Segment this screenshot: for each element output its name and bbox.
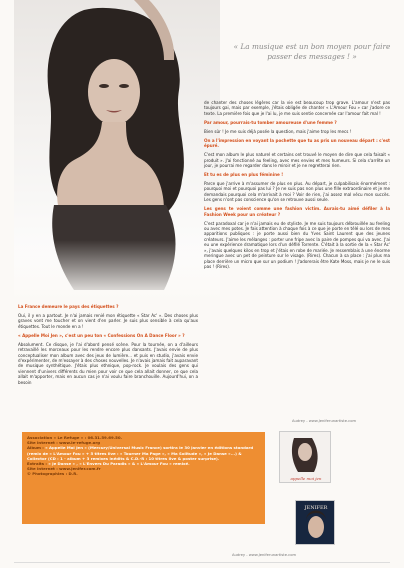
photo-credit: Audrey - www.Jeniferunartiste.com (292, 419, 357, 423)
answer-paragraph: Parce que j'arrive à m'assumer de plus en plus. Au départ, je culpabilisais énormément : pourquoi moi et pourquoi pas lui ? Je ne suis pas non plus une fille extraordinaire et je me demandais pourquoi cela m'arrivait à moi ? Voir de rien, j'ai assez mal vécu mon succès. Les gens n'ont pas conscience qu'on se retrouve aussi seule. (204, 181, 390, 203)
question-heading: La France demeure le pays des étiquettes ? (18, 304, 119, 309)
album-cover-appelle-moi-jen (279, 431, 331, 483)
album-label: Album : (27, 445, 44, 451)
pull-quote: « La musique est un bon moyen pour faire passer des messages ! » (233, 42, 391, 61)
artist-photo-illustration (14, 0, 220, 300)
album-cover-art (296, 501, 335, 545)
right-column (204, 100, 390, 273)
footer-divider (14, 562, 390, 563)
album-cover-art (280, 432, 331, 483)
left-column (18, 304, 198, 389)
association-website-link[interactable]: Site Internet : www.le-refuge.org (27, 440, 101, 446)
info-box (22, 432, 265, 524)
answer-paragraph: de chanter des choses légères car la vie est beaucoup trop grave. L'amour n'est pas toujours gai, mais par exemple, j'étais obligée de chanter « L'Amour Fou » car j'adore ce texte. La première fois que je l'ai lu, je me suis sentie concernée car l'amour fait mal ! (204, 100, 390, 116)
answer-paragraph: Bien sûr ! Je me suis déjà posée la question, mais j'aime trop les mecs ! (204, 128, 352, 134)
question-heading: « Appelle Moi Jen », c'est un peu ton « Confessions On A Dance Floor » ? (18, 332, 185, 338)
answer-paragraph: C'est mon album le plus naturel et certains ont trouvé le moyen de dire que cela faisait « produit ». J'ai fonctionné au feeling, avec mes envies et mes humeurs. Si cela s'arrête un jour, je pourrai me regarder dans le miroir et je ne regretterai rien. (204, 152, 390, 169)
artist-photo (14, 0, 220, 300)
album-description: « Appelle Moi Jen » (Mercury/Universal Music France) sortira le 30 janvier en éditions standard (remix de « L'Amour Fou » + 5 titres live : « Tourner Ma Page », « Ma Solitude », « Je Danse »...) & Collector (CD : 1 - album + 3 remixes inédits & C.D.-R : 10 titres live & poster surprise). (27, 445, 254, 461)
answer-paragraph: C'est paradoxal car je n'ai jamais eu de styliste. Je me suis toujours débrouillée au feeling ou avec mes potes. Je fais attention à chaque fois à ce que je porte en télé ou lors de mes apparitions publiques : je porte aussi bien du Yves Saint Laurent que des jeunes créateurs. J'aime les mélanges : porter une fripe avec la paire de pompes qui va avec. J'ai eu une expérience dramatique lors d'un défilé Torrente. C'était à la sortie de la « Star Ac' », j'avais quelques kilos en trop et j'étais en robe de mariée. Je ressemblais à une énorme meringue avec un pet de peinture sur le visage. (Rires). Chacun à sa place : j'ai plus ma place derrière un micro que sur un podium ! J'adorerais être Kate Moss, mais je ne le suis pas ! (Rires). (204, 220, 390, 269)
question-heading: On a l'impression en voyant la pochette que tu as pris un nouveau départ : c'est épuré. (204, 137, 390, 149)
question-heading: Par amour, pourrais-tu tomber amoureuse d'une femme ? (204, 119, 337, 125)
association-phone: Association « Le Refuge » : 06.31.59.69.50. (27, 435, 123, 440)
album-cover-title: appelle moi jen (290, 476, 322, 481)
question-heading: Et tu es de plus en plus féminine ! (204, 172, 284, 178)
answer-paragraph: Oui, il y en a partout. Je n'ai jamais renié mon étiquette « Star Ac' ». Des choses plus graves vont me toucher et on vient d'en parler. Je suis plus sensible à cela qu'aux étiquettes. Tout le monde en a ! (18, 313, 198, 329)
photo-credits: © Photographies : D.R. (27, 471, 78, 477)
question-heading: Les gens te voient comme une fashion victim. Aurais-tu aimé défiler à la Fashion Week pour un créateur ? (204, 206, 390, 217)
artist-website-link[interactable]: Site Internet : www.jenifer.com.fr (27, 466, 101, 472)
photo-credit: Audrey - www.Jeniferunartiste.com (232, 553, 297, 557)
extracts-label: Extraits : (27, 461, 47, 467)
answer-paragraph: Absolument. Ce disque, je l'ai d'abord pensé scène. Pour la tournée, on a d'ailleurs retravaillé les morceaux pour les rendre encore plus dansants. J'avais envie de plus conceptualiser mon album avec des jeux de lumière... et puis en studio, j'avais envie d'expérimenter, de m'essayer à des choses nouvelles. Je n'avais jamais fait auparavant de musique synthétique. J'étais plus ethnique, pop-rock. Je voulais des gens qui viennent d'univers différents du mien pour voir ce que cela allait donner, ce que cela allait m'apporter, mais en aucun cas je n'ai voulu faire branchouille. Aujourd'hui, on a besoin (18, 341, 198, 385)
album-cover-jenifer (295, 500, 335, 545)
extracts-text: « Je Danse » , « L'Envers Du Paradis » & « L'Amour Fou » remixé. (48, 461, 190, 467)
album-cover-title: JENIFER (304, 505, 328, 511)
